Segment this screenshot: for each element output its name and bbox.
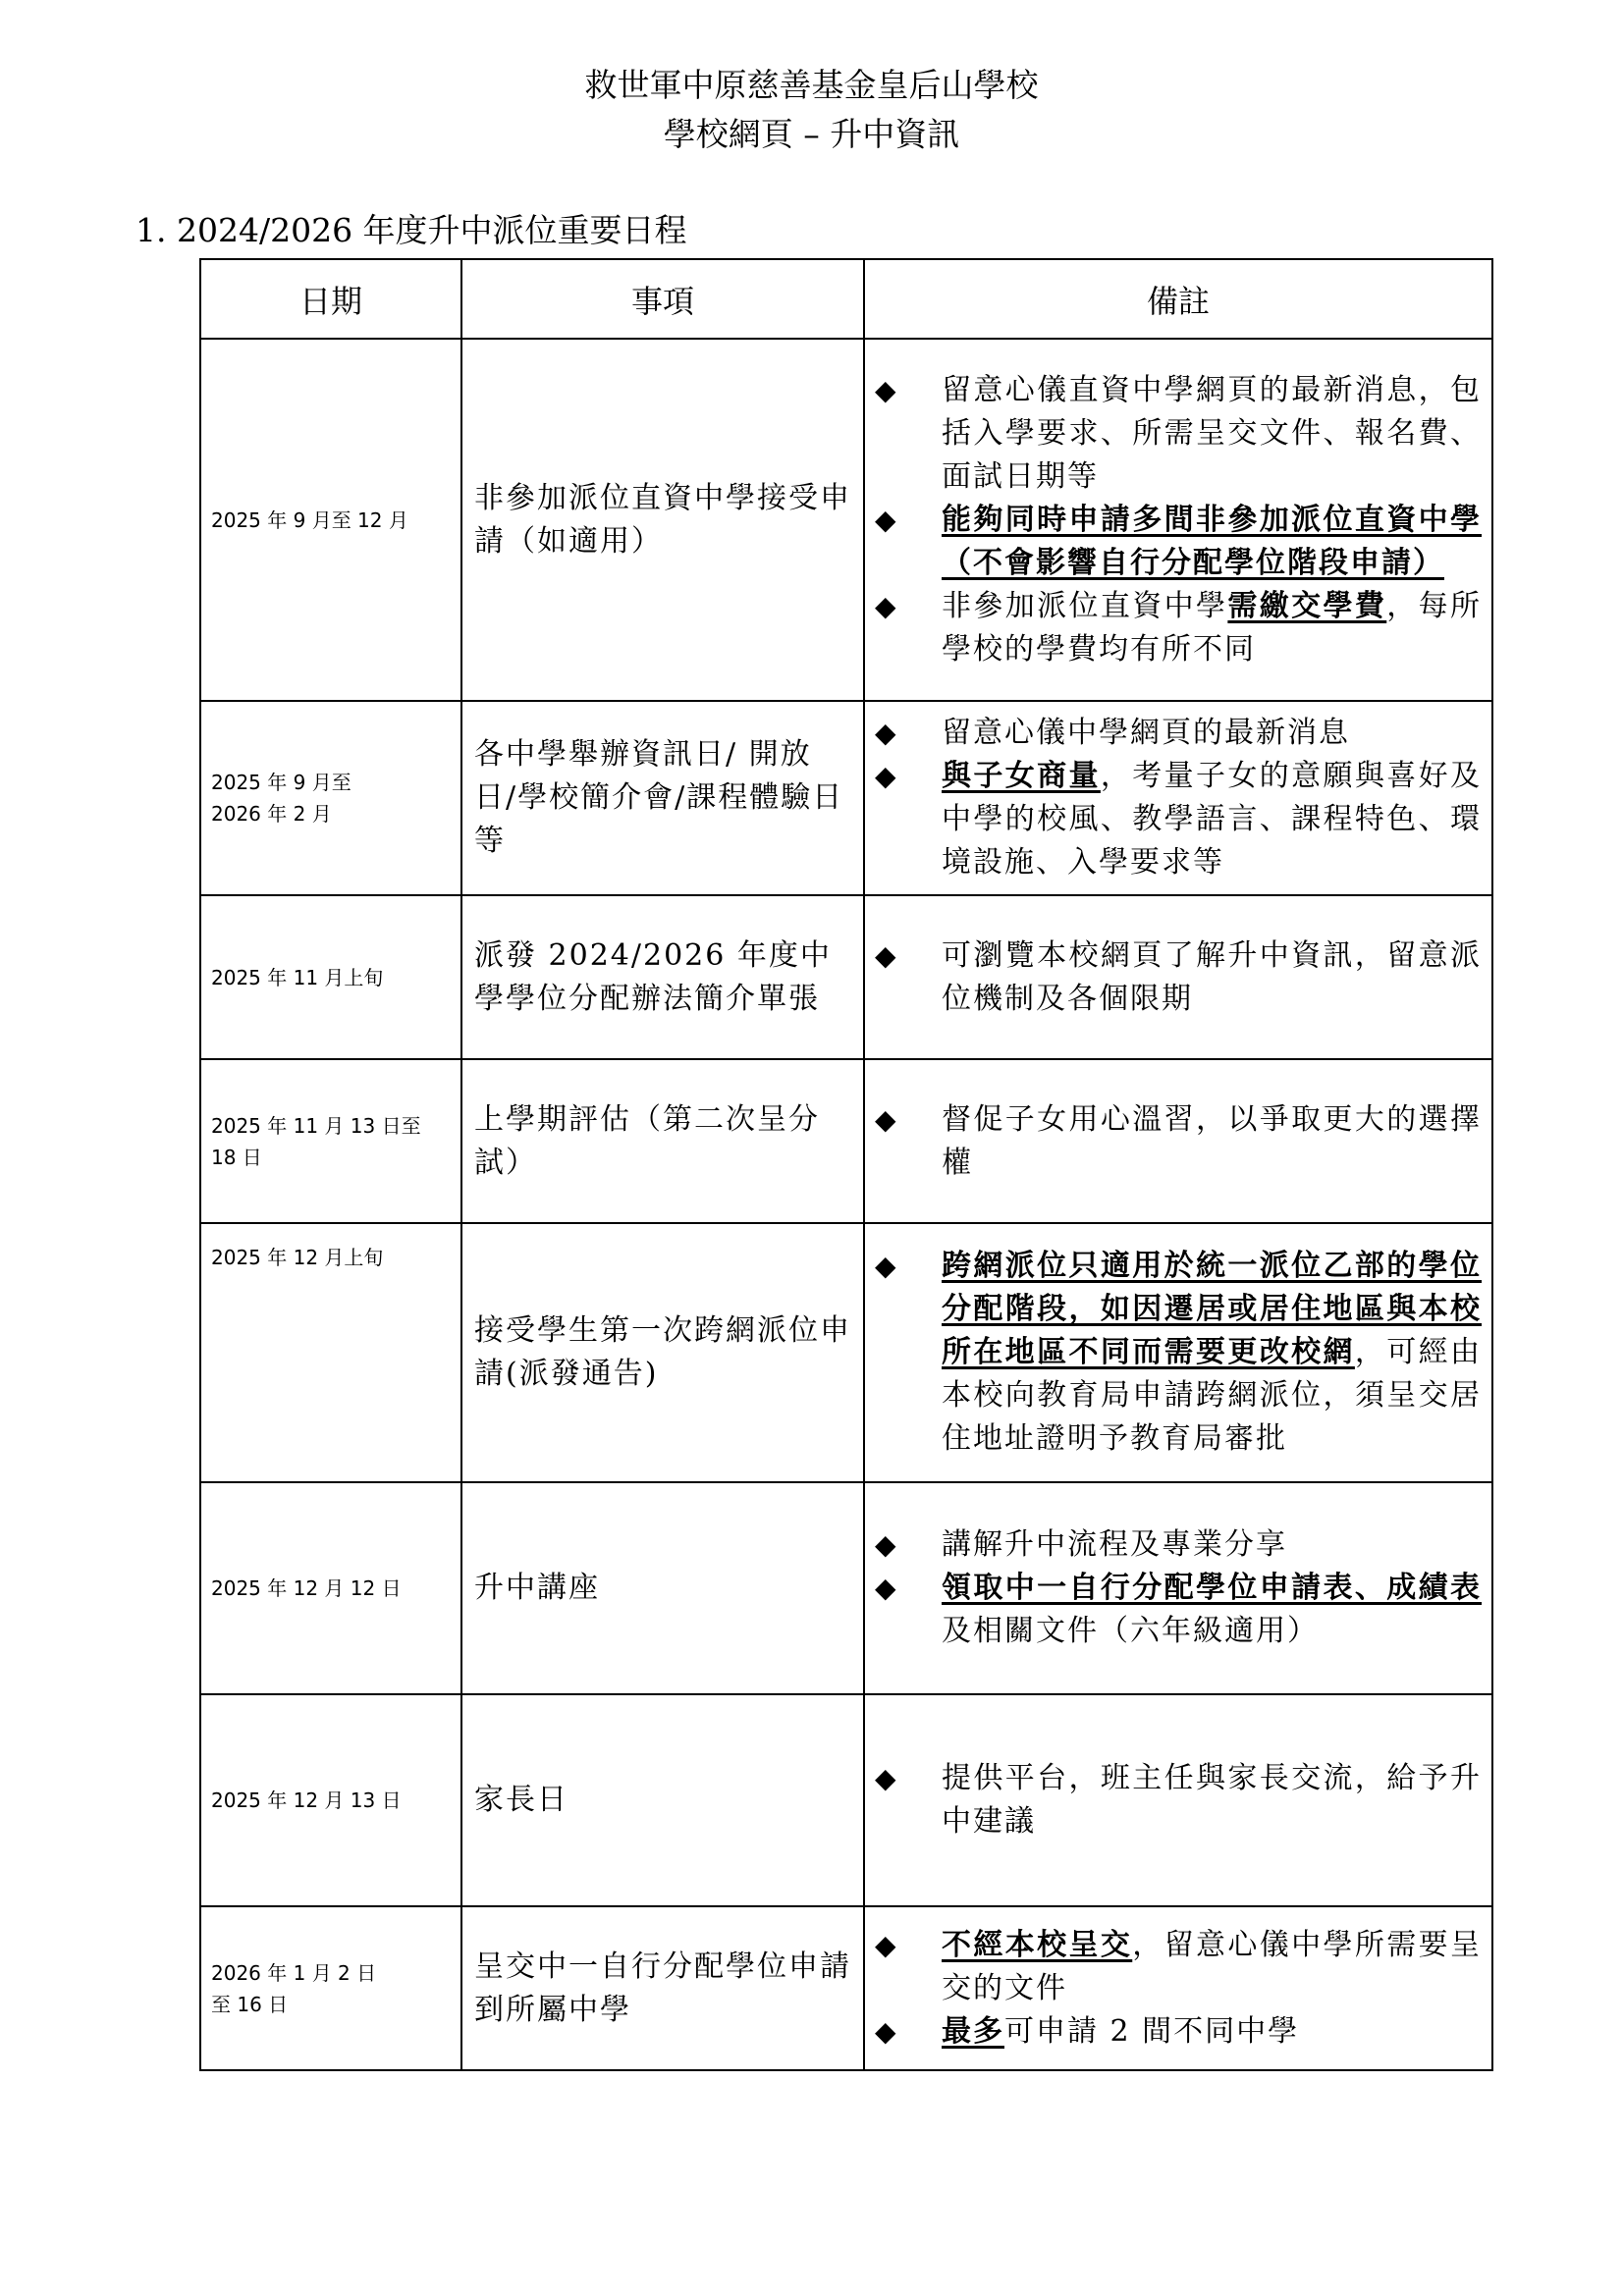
item-cell: 升中講座: [461, 1482, 864, 1694]
remarks-cell: [864, 1694, 1492, 1906]
date-text: 2025 年 12 月 13 日: [211, 1789, 402, 1812]
remark-text: ，考量子女的意願與喜好及中學的校風、教學語言、課程特色、環境設施、入學要求等: [942, 759, 1482, 880]
diamond-bullet-icon: ◆: [875, 589, 898, 622]
date-cell: [200, 1059, 461, 1223]
table-row: [200, 1223, 1492, 1482]
table-row: [200, 701, 1492, 895]
page-subtitle: 學校網頁 – 升中資訊: [663, 115, 960, 153]
date-text: 2025 年 12 月上旬: [211, 1246, 384, 1269]
date-text: 2025 年 12 月 12 日: [211, 1576, 402, 1600]
remarks-list: [865, 712, 1482, 884]
remark-item: [865, 755, 1482, 884]
remarks-cell: [864, 701, 1492, 895]
table-row: [200, 1482, 1492, 1694]
remark-text: 及相關文件（六年級適用）: [942, 1614, 1319, 1648]
remark-item: [865, 585, 1482, 671]
page-header: [0, 61, 1623, 159]
date-cell: [200, 1694, 461, 1906]
diamond-bullet-icon: ◆: [875, 503, 898, 536]
diamond-bullet-icon: ◆: [875, 938, 898, 972]
remark-text: 講解升中流程及專業分享: [942, 1527, 1287, 1562]
school-name: 救世軍中原慈善基金皇后山學校: [584, 66, 1039, 104]
remarks-list: [865, 934, 1482, 1021]
date-text: 2026 年 1 月 2 日: [211, 1960, 377, 1985]
column-header-date: 日期: [200, 259, 461, 339]
item-cell: 上學期評估（第二次呈分試）: [461, 1059, 864, 1223]
remarks-cell: [864, 1906, 1492, 2070]
date-cell: [200, 1482, 461, 1694]
remark-text: 留意心儀中學網頁的最新消息: [942, 716, 1350, 750]
diamond-bullet-icon: ◆: [875, 2014, 898, 2048]
remarks-cell: [864, 1059, 1492, 1223]
remark-text: 提供平台，班主任與家長交流，給予升中建議: [942, 1761, 1482, 1839]
table-row: [200, 1906, 1492, 2070]
date-text: 2025 年 11 月上旬: [211, 965, 384, 989]
date-text: 至 16 日: [211, 1992, 289, 2016]
date-cell: [200, 1906, 461, 2070]
remark-item: [865, 369, 1482, 499]
remark-emphasis-text: 需繳交學費: [1227, 588, 1387, 623]
remark-text: ，可經由本校向教育局申請跨網派位，須呈交居住地址證明予教育局審批: [942, 1335, 1482, 1456]
remark-item: [865, 1924, 1482, 2010]
remark-text: 督促子女用心溫習，以爭取更大的選擇權: [942, 1101, 1482, 1180]
remark-item: [865, 1245, 1482, 1461]
remark-item: [865, 934, 1482, 1021]
remarks-cell: [864, 895, 1492, 1059]
remark-text: ，留意心儀中學所需要呈交的文件: [942, 1927, 1482, 2005]
item-cell: 家長日: [461, 1694, 864, 1906]
diamond-bullet-icon: ◆: [875, 1250, 898, 1282]
remark-text: 可申請 2 間不同中學: [1004, 2013, 1300, 2049]
diamond-bullet-icon: ◆: [875, 373, 898, 406]
date-cell: [200, 701, 461, 895]
diamond-bullet-icon: ◆: [875, 1762, 898, 1794]
remark-item: [865, 712, 1482, 755]
remarks-list: [865, 369, 1482, 671]
item-cell: 接受學生第一次跨網派位申請(派發通告): [461, 1223, 864, 1482]
remarks-list: [865, 1245, 1482, 1461]
diamond-bullet-icon: ◆: [875, 1102, 898, 1136]
remarks-list: [865, 1757, 1482, 1843]
remark-text: 非參加派位直資中學: [942, 588, 1228, 623]
remark-item: [865, 1098, 1482, 1185]
column-header-item: 事項: [461, 259, 864, 339]
table-header-row: [200, 259, 1492, 339]
section-heading: 1. 2024/2026 年度升中派位重要日程: [135, 211, 687, 249]
schedule-table: [199, 258, 1493, 2071]
schedule-body: [200, 339, 1492, 2070]
remark-item: [865, 1567, 1482, 1653]
date-cell: [200, 1223, 461, 1482]
date-text: 2025 年 9 月至 12 月: [211, 507, 408, 532]
item-cell: 呈交中一自行分配學位申請到所屬中學: [461, 1906, 864, 2070]
diamond-bullet-icon: ◆: [875, 760, 898, 792]
remark-emphasis-text: 能夠同時申請多間非參加派位直資中學（不會影響自行分配學位階段申請）: [942, 502, 1482, 580]
diamond-bullet-icon: ◆: [875, 1528, 898, 1561]
remark-text: ，每所學校的學費均有所不同: [942, 588, 1482, 667]
remark-emphasis-text: 跨網派位只適用於統一派位乙部的學位分配階段，如因遷居或居住地區與本校所在地區不同而需要更改校網: [942, 1249, 1482, 1369]
remarks-list: [865, 1523, 1482, 1653]
remark-item: [865, 2010, 1482, 2054]
remark-emphasis-text: 最多: [942, 2013, 1004, 2049]
date-cell: [200, 895, 461, 1059]
item-cell: 派發 2024/2026 年度中學學位分配辦法簡介單張: [461, 895, 864, 1059]
table-row: [200, 1059, 1492, 1223]
remark-text: 留意心儀直資中學網頁的最新消息，包括入學要求、所需呈交文件、報名費、面試日期等: [942, 372, 1482, 494]
remark-text: 可瀏覽本校網頁了解升中資訊，留意派位機制及各個限期: [942, 937, 1482, 1016]
date-text: 2026 年 2 月: [211, 802, 332, 826]
remarks-cell: [864, 339, 1492, 701]
date-cell: [200, 339, 461, 701]
table-row: [200, 895, 1492, 1059]
item-cell: 非參加派位直資中學接受申請（如適用）: [461, 339, 864, 701]
date-text: 2025 年 9 月至: [211, 771, 352, 794]
table-row: [200, 339, 1492, 701]
column-header-remarks: 備註: [864, 259, 1492, 339]
remark-item: [865, 1523, 1482, 1567]
remarks-list: [865, 1098, 1482, 1185]
date-text: 2025 年 11 月 13 日至: [211, 1113, 421, 1138]
diamond-bullet-icon: ◆: [875, 717, 898, 749]
remark-emphasis-text: 不經本校呈交: [942, 1927, 1133, 1962]
date-text: 18 日: [211, 1145, 262, 1169]
diamond-bullet-icon: ◆: [875, 1572, 898, 1604]
table-row: [200, 1694, 1492, 1906]
remarks-cell: [864, 1223, 1492, 1482]
remark-emphasis-text: 與子女商量: [942, 759, 1101, 793]
diamond-bullet-icon: ◆: [875, 1928, 898, 1961]
remarks-list: [865, 1924, 1482, 2054]
remarks-cell: [864, 1482, 1492, 1694]
item-cell: 各中學舉辦資訊日/ 開放日/學校簡介會/課程體驗日等: [461, 701, 864, 895]
remark-item: [865, 1757, 1482, 1843]
remark-emphasis-text: 領取中一自行分配學位申請表、成績表: [942, 1571, 1482, 1605]
remark-item: [865, 499, 1482, 585]
